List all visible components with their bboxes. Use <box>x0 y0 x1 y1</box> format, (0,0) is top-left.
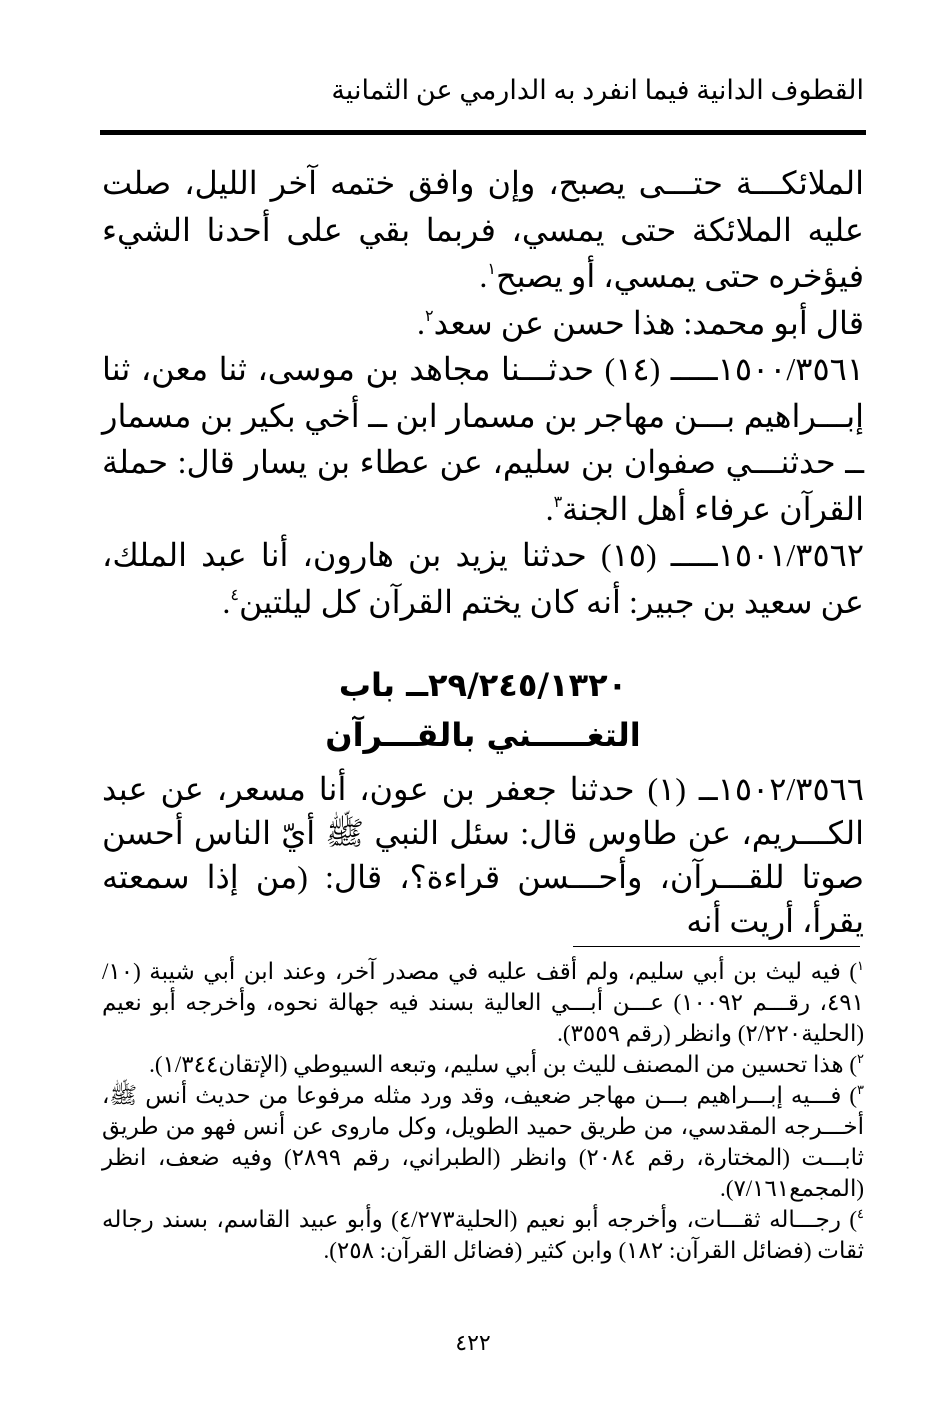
footnote-3 <box>102 1080 864 1204</box>
chapter-number: ٢٩/٢٤٥/١٣٢٠ــ باب <box>338 666 628 704</box>
footnote-ref-1: ١ <box>487 261 496 278</box>
main-text-continued <box>102 767 864 943</box>
footnote-4-number: ٤ <box>857 1206 864 1221</box>
footnote-4 <box>102 1204 864 1266</box>
footnote-separator <box>573 946 860 947</box>
hadith-1502: ١٥٠٢/٣٥٦٦ــ (١) حدثنا جعفر بن عون، أنا مسعر، عن عبد الكـــريم، عن طاوس قال: سئل النبي ﷺ أيّ الناس أحسن صوتا للقـــرآن، وأحـــسن قراءة؟، قال: (من إذا سمعته يقرأ، أريت أنه <box>102 771 865 939</box>
paragraph-2 <box>102 300 864 347</box>
hadith-1501 <box>102 532 864 625</box>
footnote-ref-2: ٢ <box>425 307 434 325</box>
hadith-1500 <box>102 346 864 532</box>
main-text <box>102 160 864 625</box>
footnotes <box>102 956 864 1266</box>
footnote-2-number: ٢ <box>857 1051 864 1066</box>
page-number: ٤٢٢ <box>455 1330 491 1355</box>
footnote-1-text: ) فيه ليث بن أبي سليم، ولم أقف عليه في مصدر آخر، وعند ابن أبي شيبة (١٠/ ٤٩١، رقـــم ١٠٠٩٢) عـــن أبـــي العالية بسند فيه جهالة نحوه، وأخرجه أبو نعيم (الحلية٢/٢٢٠) وانظر (رقم ٣٥٥٩). <box>102 959 865 1046</box>
hadith-1500-text: ١٥٠٠/٣٥٦١ـــــ (١٤) حدثـــنا مجاهد بن موسى، ثنا معن، ثنا إبـــراهيم بـــن مهاجر بن مسمار ابن ــ أخي بكير بن مسمار ــ حدثنـــي صفوان بن سليم، عن عطاء بن يسار قال: حملة القرآن عرفاء أهل الجنة <box>102 351 865 527</box>
paragraph-1-end: . <box>479 258 488 294</box>
chapter-title: التغـــــني بالقـــرآن <box>325 716 641 754</box>
footnote-2-text: ) هذا تحسين من المصنف لليث بن أبي سليم، وتبعه السيوطي (الإتقان١/٣٤٤). <box>149 1052 858 1077</box>
footnote-3-text: ) فـــيه إبـــراهيم بـــن مهاجر ضعيف، وقد ورد مثله مرفوعا من حديث أنس ﷺ، أخـــرجه المقدسي، من طريق حميد الطويل، وكل ماروى عن أنس فهو من طريق ثابـــت (المختارة، رقم ٢٠٨٤) وانظر (الطبراني، رقم ٢٨٩٩) وفيه ضعف، انظر (المجمع٧/١٦١). <box>102 1083 864 1201</box>
hadith-1500-end: . <box>545 490 554 527</box>
footnote-3-number: ٣ <box>857 1082 864 1097</box>
chapter-heading <box>100 660 866 760</box>
footnote-2 <box>102 1049 864 1080</box>
header-rule <box>100 130 866 135</box>
paragraph-1-text: الملائكـــة حتـــى يصبح، وإن وافق ختمه آخر الليل، صلت عليه الملائكة حتى يمسي، فربما بقي على أحدنا الشيء فيؤخره حتى يمسي، أو يصبح <box>102 165 864 294</box>
running-title: القطوف الدانية فيما انفرد به الدارمي عن الثمانية <box>331 75 864 105</box>
footnote-4-text: ) رجـــاله ثقـــات، وأخرجه أبو نعيم (الحلية٤/٢٧٣) وأبو عبيد القاسم، بسند رجاله ثقات (فضائل القرآن: ١٨٢) وابن كثير (فضائل القرآن: ٢٥٨). <box>102 1207 864 1263</box>
hadith-1501-end: . <box>222 583 231 620</box>
footnote-1-number: ١ <box>857 958 864 973</box>
hadith-1501-text: ١٥٠١/٣٥٦٢ـــــ (١٥) حدثنا يزيد بن هارون، أنا عبد الملك، عن سعيد بن جبير: أنه كان يختم القرآن كل ليلتين <box>102 537 865 620</box>
paragraph-2-text: قال أبو محمد: هذا حسن عن سعد <box>433 304 864 341</box>
paragraph-2-end: . <box>417 304 426 341</box>
paragraph-1 <box>102 160 864 300</box>
footnote-ref-4: ٤ <box>230 586 239 604</box>
footnote-ref-3: ٣ <box>553 493 563 511</box>
footnote-1 <box>102 956 864 1049</box>
